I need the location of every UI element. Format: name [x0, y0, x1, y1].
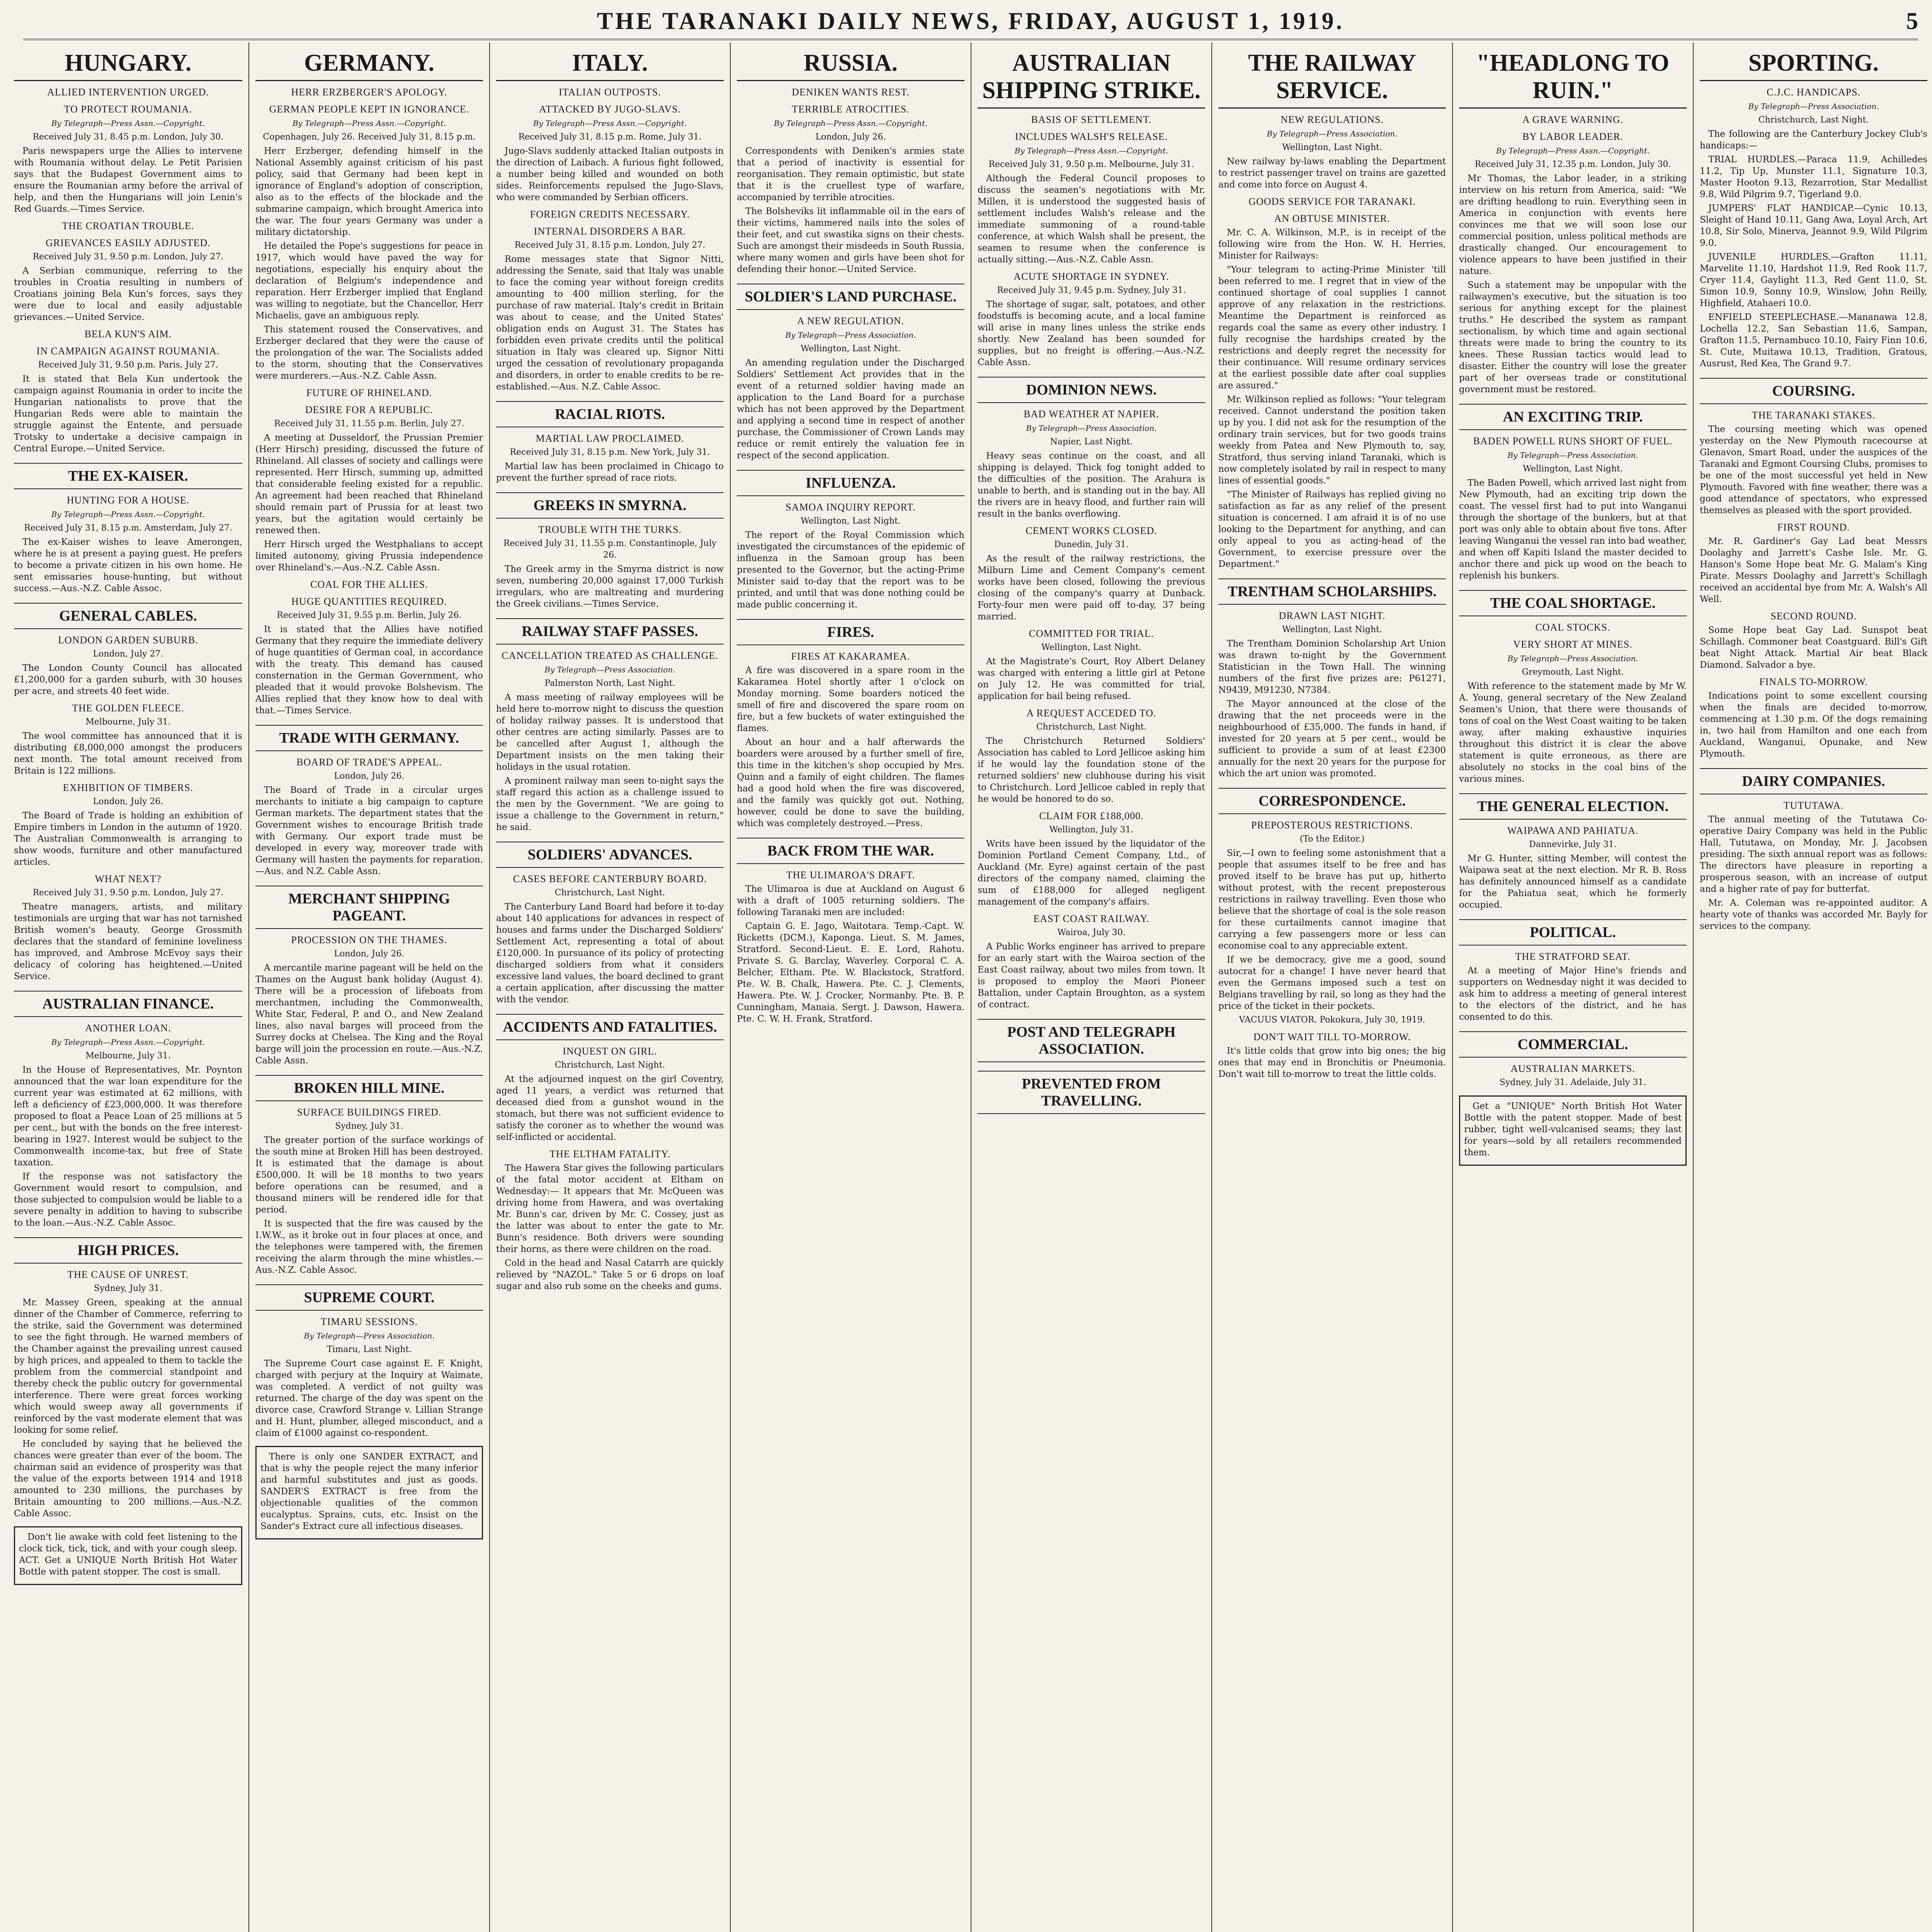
article-paragraph: A mass meeting of railway employees will be held here to-morrow night to discuss the question of holiday railway passes. It is understood that other centres are acting similarly. Passes are to be cancelled after August 1, although the Department insists on the men taking their holidays in the usual rotation. [496, 692, 724, 772]
sub-headline: IN CAMPAIGN AGAINST ROUMANIA. [36, 345, 220, 357]
article-paragraph: He concluded by saying that he believed the chances were greater than ever of the boom. The chairman said an evidence of prosperity was that the value of the exports between 1914 and 1918 amounted to 230 millions, the purchases by Britain amounting to 200 millions.—Aus.-N.Z. Cable Assoc. [14, 1439, 242, 1519]
dateline: Sydney, July 31. Adelaide, July 31. [1499, 1078, 1646, 1087]
dateline: Wellington, Last Night. [801, 344, 901, 354]
sub-headline: BOARD OF TRADE'S APPEAL. [296, 757, 442, 768]
sub-headline: WHAT NEXT? [95, 873, 162, 884]
article-paragraph: With reference to the statement made by Mr W. A. Young, general secretary of the New Zealand Seamen's Union, that there were thousands of tons of coal on the West Coast waiting to be taken away, after making exhaustive inquiries throughout this district it is clear the above statement is quite erroneous, as there are absolutely no stocks in the coal bins of the various mines. [1459, 681, 1687, 784]
dateline: Christchurch, Last Night. [554, 1060, 665, 1070]
article-paragraph: JUMPERS' FLAT HANDICAP.—Cynic 10.13, Sleight of Hand 10.11, Gang Awa, Loyal Arch, Art 10.8, Sir Solo, Minerva, Jeannot 9.9, Wild Pilgrim 9.0. [1700, 203, 1927, 248]
article-paragraph: Herr Hirsch urged the Westphalians to accept limited autonomy, giving Prussia independence over Rhineland's.—Aus.-N.Z. Cable Assn. [255, 539, 483, 573]
sub-headline: DESIRE FOR A REPUBLIC. [305, 404, 434, 415]
article-paragraph: The London County Council has allocated £1,200,000 for a garden suburb, with 30 houses per acre, and streets 40 feet wide. [14, 663, 242, 696]
article-paragraph: Paris newspapers urge the Allies to intervene with Roumania without delay. Le Petit Parisien says that the Budapest Government aims to ensure the Roumanian army before the arrival of help, and then the Hungarians will join Lenin's Red Guards.—Times Service. [14, 146, 242, 214]
article-paragraph: At the adjourned inquest on the girl Coventry, aged 11 years, a verdict was returned that deceased died from a gunshot wound in the stomach, but there was not sufficient evidence to satisfy the coroner as to whether the wound was self-inflicted or accidental. [496, 1074, 724, 1142]
article-paragraph: Mr Thomas, the Labor leader, in a striking interview on his return from America, said: "We are drifting headlong to ruin. Everything seen in America in conjunction with events here convinces me that we will soon lose our commercial position, unless political methods are drastically changed. Our encouragement to violence appears to have been justified in their nature. [1459, 173, 1687, 276]
article-paragraph: He detailed the Pope's suggestions for peace in 1917, which would have paved the way for negotiations, especially his enquiry about the declaration of Belgium's independence and reparation. Herr Erzberger implied that England was willing to negotiate, but the Chancellor, Herr Michaelis, gave an ambiguous reply. [255, 241, 483, 321]
article-paragraph: Indications point to some excellent coursing when the finals are decided to-morrow, commencing at 1.30 p.m. Of the dogs remaining in, two hail from Hamilton and one each from Auckland, Wanganui, Opunake, and New Plymouth. [1700, 691, 1927, 759]
dateline: London, July 27. [93, 649, 163, 659]
sub-headline: INQUEST ON GIRL. [563, 1046, 657, 1057]
article-paragraph: The Board of Trade in a circular urges merchants to initiate a big campaign to capture German markets. The department states that the Government wishes to encourage British trade with Germany. Our export trade must be developed in every way, moreover trade with Germany will hasten the payments for reparation.—Aus. and N.Z. Cable Assn. [255, 785, 483, 876]
article-paragraph: The following are the Canterbury Jockey Club's handicaps:— [1700, 129, 1927, 151]
section-headline: BROKEN HILL MINE. [255, 1075, 483, 1101]
section-headline: AN EXCITING TRIP. [1459, 404, 1687, 430]
dateline: Received July 31, 8.15 p.m. Amsterdam, July 27. [24, 523, 232, 533]
sub-headline: TO PROTECT ROUMANIA. [64, 104, 192, 115]
dateline: London, July 26. [93, 797, 163, 806]
sub-headline: THE ELTHAM FATALITY. [549, 1148, 670, 1160]
advertisement-text: There is only one SANDER EXTRACT, and that is why the people reject the many inferior and harmful substitutes and just as goods. SANDER'S EXTRACT is free from the objectionable qualities of the common eucalyptus. Sprains, cuts, etc. Insist on the Sander's Extract cure all infectious diseases. [260, 1452, 478, 1531]
sub-headline: VERY SHORT AT MINES. [1513, 639, 1633, 650]
article-paragraph: As the result of the railway restrictions, the Milburn Lime and Cement Company's cement works have been closed, following the previous closing of the company's quarry at Dunback. Forty-four men were paid off to-day, 37 being married. [978, 554, 1205, 622]
sub-headline: FIRST ROUND. [1777, 522, 1850, 533]
column-headline: AUSTRALIAN SHIPPING STRIKE. [978, 49, 1205, 109]
dateline: Received July 31, 8.15 p.m. Rome, July 31. [518, 132, 702, 142]
column-headline: SPORTING. [1700, 49, 1927, 81]
sub-headline: HERR ERZBERGER'S APOLOGY. [291, 87, 447, 98]
article-paragraph: The Mayor announced at the close of the drawing that the net proceeds were in the neighbourhood of £35,000. The funds in hand, if invested for 20 years at 5 per cent., would be sufficient to provide a sum of at least £2300 annually for the next 20 years for the purpose for which the art union was promoted. [1218, 699, 1446, 779]
dateline: Received July 31, 9.55 p.m. Berlin, July 26. [277, 611, 462, 620]
dateline: Dunedin, July 31. [1054, 540, 1129, 549]
page-number: 5 [1906, 8, 1918, 34]
dateline: (To the Editor.) [1299, 834, 1365, 844]
sub-headline: TIMARU SESSIONS. [320, 1316, 418, 1327]
article-paragraph: About an hour and a half afterwards the boarders were aroused by a further smell of fire, this time in the kitchen's shop occupied by Mrs. Quinn and a family of eight children. The flames had a good hold when the fire was discovered, and the family was quickly got out. Nothing, however, could be done to save the building, which was completely destroyed.—Press. [737, 737, 964, 828]
dateline: Greymouth, Last Night. [1522, 667, 1624, 677]
section-headline: POLITICAL. [1459, 919, 1687, 946]
article-paragraph: Rome messages state that Signor Nitti, addressing the Senate, said that Italy was unable to face the coming year without foreign credits amounting to 400 million sterling, for the purchase of raw material. Italy's credit in Britain was about to cease, and the United States' obligation ends on August 31. The States has forbidden even private credits until the political situation in Italy was cleared up. Signor Nitti urged the cessation of revolutionary propaganda and disorders, in order to enable credits to be re-established.—Aus. N.Z. Cable Assoc. [496, 254, 724, 392]
sub-headline: C.J.C. HANDICAPS. [1766, 87, 1861, 98]
column-headline: RUSSIA. [737, 49, 964, 81]
sub-headline: CLAIM FOR £188,000. [1039, 810, 1144, 821]
article-paragraph: This statement roused the Conservatives, and Erzberger declared that they were the cause of the prolongation of the war. The Socialists added to the storm, shouting that the Conservatives were murderers.—Aus.-N.Z. Cable Assn. [255, 325, 483, 381]
section-headline: DOMINION NEWS. [978, 377, 1205, 403]
dateline: Received July 31, 9.50 p.m. Paris, July 27. [38, 360, 218, 370]
advertisement [1459, 1095, 1687, 1166]
section-headline: THE COAL SHORTAGE. [1459, 590, 1687, 616]
section-headline: AUSTRALIAN FINANCE. [14, 991, 242, 1017]
article-paragraph: Correspondents with Deniken's armies state that a period of inactivity is essential for reorganisation. They remain optimistic, but state that it is the cruellest type of warfare, accompanied by terrible atrocities. [737, 146, 964, 202]
article-paragraph: A mercantile marine pageant will be held on the Thames on the August bank holiday (August 4). There will be a procession of lifeboats from merchantmen, including the Commonwealth, White Star, Federal, P. and O., and New Zealand lines, also naval barges will proceed from the Surrey docks at Chelsea. The King and the Royal barge will join the procession en route.—Aus.-N.Z. Cable Assn. [255, 963, 483, 1066]
sub-headline: FIRES AT KAKARAMEA. [791, 651, 910, 662]
sub-headline: PREPOSTEROUS RESTRICTIONS. [1251, 820, 1413, 831]
dateline: London, July 26. [815, 132, 886, 142]
newspaper-columns [8, 43, 1932, 1932]
sub-headline: EAST COAST RAILWAY. [1033, 913, 1150, 924]
dateline: Copenhagen, July 26. Received July 31, 8.15 p.m. [263, 132, 476, 142]
column-3 [489, 43, 730, 1932]
sub-headline: FOREIGN CREDITS NECESSARY. [530, 209, 690, 220]
section-headline: RACIAL RIOTS. [496, 401, 724, 427]
section-headline: BACK FROM THE WAR. [737, 838, 964, 864]
advertisement-text: Get a "UNIQUE" North British Hot Water Bottle with the patent stopper. Made of best rubber, tight well-vulcanised seams; they last for years—sold by all retailers recommended them. [1464, 1101, 1682, 1158]
sub-headline: BELA KUN'S AIM. [84, 328, 172, 340]
sub-headline: ALLIED INTERVENTION URGED. [47, 87, 209, 98]
dateline: VACUUS VIATOR. Pokokura, July 30, 1919. [1239, 1015, 1425, 1025]
column-4 [730, 43, 971, 1932]
article-paragraph: A Serbian communique, referring to the troubles in Croatia resulting in numbers of Croatians joining Bela Kun's forces, says they were due to local and easily adjustable grievances.—United Service. [14, 266, 242, 322]
article-paragraph: Captain G. E. Jago, Waitotara. Temp.-Capt. W. Ricketts (DCM.), Kaponga. Lieut. S. M. James, Stratford. Second-Lieut. E. E. Lord, Rahotu. Private S. G. Barclay, Waverley. Corporal C. A. Belcher, Eltham. Pte. W. Blackstock, Stratford. Pte. W. B. Chalk, Hawera. Pte. C. J. Clements, Hawera. Pte. W. J. Crocker, Normanby. Pte. B. P. Cunningham, Manaia. Sergt. J. Dawson, Hawera. Pte. C. W. H. Frank, Stratford. [737, 921, 964, 1024]
sub-headline: AUSTRALIAN MARKETS. [1510, 1063, 1635, 1074]
section-headline: DAIRY COMPANIES. [1700, 768, 1927, 794]
sub-headline: SECOND ROUND. [1770, 611, 1857, 622]
article-paragraph: A Public Works engineer has arrived to prepare for an early start with the Wairoa section of the East Coast railway, about two miles from town. It is proposed to employ the Maori Pioneer Battalion, under Captain Broughton, as a system of contract. [978, 942, 1205, 1010]
section-headline: GREEKS IN SMYRNA. [496, 492, 724, 519]
wire-credit: By Telegraph—Press Assn.—Copyright. [292, 119, 446, 128]
sub-headline: BASIS OF SETTLEMENT. [1031, 114, 1152, 125]
article-paragraph: The wool committee has announced that it is distributing £8,000,000 amongst the producers next month. The total amount received from Britain is 122 millions. [14, 731, 242, 776]
article-paragraph: Cold in the head and Nasal Catarrh are quickly relieved by "NAZOL." Take 5 or 6 drops on loaf sugar and also rub some on the cheeks and gums. [496, 1258, 724, 1291]
article-paragraph: Such a statement may be unpopular with the railwaymen's executive, but the situation is too serious for anything except for the plainest truths." He described the system as rampant sectionalism, by which time and again sectional threats were made to bring the country to its knees. These Russian tactics would lead to disaster. Either the country will lose the greater part of her overseas trade or constitutional government must be restored. [1459, 280, 1687, 395]
article-paragraph: Although the Federal Council proposes to discuss the seamen's negotiations with Mr. Millen, it is understood the suggested basis of settlement includes Walsh's release and the immediate summoning of a round-table conference, at which Walsh shall be present, the seamen to resume when the conference is actually sitting.—Aus.-N.Z. Cable Assn. [978, 173, 1205, 265]
wire-credit: By Telegraph—Press Association. [1026, 423, 1157, 433]
wire-credit: By Telegraph—Press Assn.—Copyright. [51, 1037, 205, 1047]
dateline: Wellington, Last Night. [1041, 643, 1141, 652]
sub-headline: FUTURE OF RHINELAND. [306, 387, 432, 398]
section-headline: TRADE WITH GERMANY. [255, 725, 483, 751]
sub-headline: COMMITTED FOR TRIAL. [1029, 628, 1154, 639]
sub-headline: A GRAVE WARNING. [1522, 114, 1624, 125]
article-paragraph: Martial law has been proclaimed in Chicago to prevent the further spread of race riots. [496, 461, 724, 483]
sub-headline: ITALIAN OUTPOSTS. [559, 87, 661, 98]
sub-headline: HUGE QUANTITIES REQUIRED. [291, 596, 447, 607]
section-headline: THE EX-KAISER. [14, 463, 242, 489]
sub-headline: HUNTING FOR A HOUSE. [66, 495, 190, 506]
column-headline: GERMANY. [255, 49, 483, 81]
dateline: Sydney, July 31. [335, 1121, 403, 1131]
article-paragraph: The Supreme Court case against E. F. Knight, charged with perjury at the Inquiry at Waimate, was completed. A verdict of not guilty was returned. The charge of the day was spent on the divorce case, Crawford Strange v. Lillian Strange and H. Hunt, plumber, alleged misconduct, and a claim of £1000 against co-respondent. [255, 1359, 483, 1438]
dateline: Wellington, Last Night. [1282, 143, 1382, 152]
article-paragraph: Mr. A. Coleman was re-appointed auditor. A hearty vote of thanks was accorded Mr. Bayly for services to the company. [1700, 898, 1927, 931]
dateline: Melbourne, July 31. [85, 1051, 171, 1061]
sub-headline: ACUTE SHORTAGE IN SYDNEY. [1014, 271, 1169, 282]
dateline: Received July 31, 11.55 p.m. Constantinople, July 26. [503, 539, 717, 560]
article-paragraph: In the House of Representatives, Mr. Poynton announced that the war loan expenditure for the current year was estimated at 62 millions, with left a deficiency of £23,000,000. It was therefore proposed to float a Peace Loan of 25 millions at 5 per cent., but with the bonds on the free interest-bearing in 1927. Interest would be subject to the Commonwealth income-tax, but free of State taxation. [14, 1065, 242, 1168]
sub-headline: THE TARANAKI STAKES. [1752, 410, 1876, 421]
section-headline: SOLDIERS' ADVANCES. [496, 842, 724, 868]
column-6 [1211, 43, 1452, 1932]
article-paragraph: A fire was discovered in a spare room in the Kakaramea Hotel shortly after 1 o'clock on Monday morning. Some boarders noticed the smell of fire and discovered the spare room on fire, but a few buckets of water extinguished the flames. [737, 665, 964, 733]
sub-headline: BY LABOR LEADER. [1522, 131, 1624, 142]
article-paragraph: The coursing meeting which was opened yesterday on the New Plymouth racecourse at Glenavon, Smart Road, under the auspices of the Taranaki and Egmont Coursing Clubs, promises to be one of the most successful yet held in New Plymouth. Favored with fine weather, there was a good attendance of spectators, who expressed themselves as pleased with the sport provided. [1700, 424, 1927, 515]
dateline: Christchurch, Last Night. [554, 888, 665, 898]
article-paragraph: A prominent railway man seen to-night says the staff regard this action as a challenge issued to the men by the Government. "We are going to issue a challenge to the Government in return," he said. [496, 776, 724, 832]
article-paragraph: A meeting at Dusseldorf, the Prussian Premier (Herr Hirsch) presiding, discussed the future of Rhineland. All classes of society and callings were represented. Herr Hirsch, summing up, admitted that considerable feeling existed for a republic. An agreement had been reached that Rhineland should remain part of Prussia for at least two years, but the agitation would certainly be renewed then. [255, 433, 483, 536]
dateline: Received July 31, 9.45 p.m. Sydney, July 31. [997, 286, 1186, 295]
article-paragraph: If the response was not satisfactory the Government would resort to compulsion, and those subjected to compulsion would be liable to a severe penalty in addition to having to subscribe to the loan.—Aus.-N.Z. Cable Assoc. [14, 1172, 242, 1228]
article-paragraph: The shortage of sugar, salt, potatoes, and other foodstuffs is becoming acute, and a local famine will arise in many lines unless the strike ends shortly. New Zealand has been sounded for supplies, but no freight is offering.—Aus.-N.Z. Cable Assn. [978, 299, 1205, 367]
sub-headline: MARTIAL LAW PROCLAIMED. [536, 433, 684, 444]
dateline: Sydney, July 31. [94, 1284, 162, 1293]
sub-headline: EXHIBITION OF TIMBERS. [63, 782, 194, 793]
column-7 [1452, 43, 1693, 1932]
wire-credit: By Telegraph—Press Association. [785, 330, 916, 340]
section-headline: POST AND TELEGRAPH ASSOCIATION. [978, 1019, 1205, 1062]
dateline: Christchurch, Last Night. [1036, 722, 1147, 732]
sub-headline: GOODS SERVICE FOR TARANAKI. [1248, 196, 1416, 207]
article-paragraph: The report of the Royal Commission which investigated the circumstances of the epidemic of influenza in the Samoan group has been presented to the Governor, but the acting-Prime Minister said to-day that the report was to be printed, and until that was done nothing could be made public concerning it. [737, 530, 964, 610]
article-paragraph: Jugo-Slavs suddenly attacked Italian outposts in the direction of Laibach. A furious fight followed, a number being killed and wounded on both sides. Reinforcements repulsed the Jugo-Slavs, who were commanded by Serbian officers. [496, 146, 724, 202]
wire-credit: By Telegraph—Press Association. [544, 665, 675, 674]
column-8 [1693, 43, 1932, 1932]
column-headline: ITALY. [496, 49, 724, 81]
sub-headline: ATTACKED BY JUGO-SLAVS. [539, 104, 681, 115]
dateline: Christchurch, Last Night. [1758, 115, 1869, 125]
article-paragraph: The Christchurch Returned Soldiers' Association has cabled to Lord Jellicoe asking him if he would lay the foundation stone of the returned soldiers' new clubhouse during his visit to Christchurch. Lord Jellicoe cabled in reply that he would be honored to do so. [978, 736, 1205, 804]
wire-credit: By Telegraph—Press Association. [1507, 654, 1638, 663]
section-headline: FIRES. [737, 619, 964, 645]
dateline: Dannevirke, July 31. [1529, 840, 1617, 849]
column-headline: THE RAILWAY SERVICE. [1218, 49, 1446, 109]
sub-headline: FINALS TO-MORROW. [1759, 676, 1868, 687]
sub-headline: GRIEVANCES EASILY ADJUSTED. [46, 237, 211, 248]
sub-headline: A REQUEST ACCEDED TO. [1026, 707, 1156, 719]
section-headline: CORRESPONDENCE. [1218, 788, 1446, 814]
newspaper-title: THE TARANAKI DAILY NEWS, FRIDAY, AUGUST 1, 1919. [597, 8, 1345, 34]
dateline: Received July 31, 9.50 p.m. London, July 27. [32, 888, 224, 898]
article-paragraph: "The Minister of Railways has replied giving no satisfaction as far as any relief of the present situation is concerned. I am afraid it is of no use looking to the Department for anything, and can only appeal to you as acting-head of the Government, to exercise pressure over the Department." [1218, 490, 1446, 569]
article-paragraph: It's little colds that grow into big ones; the big ones that may end in Bronchitis or Pneumonia. Don't wait till to-morrow to treat the little colds. [1218, 1046, 1446, 1079]
masthead [23, 4, 1918, 40]
section-headline: HIGH PRICES. [14, 1237, 242, 1264]
sub-headline: NEW REGULATIONS. [1281, 114, 1384, 125]
section-headline: INFLUENZA. [737, 470, 964, 496]
dateline: Palmerston North, Last Night. [544, 679, 675, 688]
article-paragraph: Mr G. Hunter, sitting Member, will contest the Waipawa seat at the next election. Mr R. B. Ross has definitely announced himself as a candidate for the Pahiatua seat, which he formerly occupied. [1459, 854, 1687, 910]
section-headline: ACCIDENTS AND FATALITIES. [496, 1014, 724, 1040]
dateline: Melbourne, July 31. [85, 717, 171, 727]
dateline: London, July 26. [334, 949, 405, 959]
sub-headline: BAD WEATHER AT NAPIER. [1024, 408, 1159, 420]
sub-headline: CANCELLATION TREATED AS CHALLENGE. [502, 650, 718, 661]
sub-headline: TERRIBLE ATROCITIES. [792, 104, 910, 115]
article-paragraph: It is stated that the Allies have notified Germany that they require the immediate delivery of huge quantities of German coal, in accordance with the treaty. This demand has caused consternation in the German Government, who pleaded that it would provoke Bolshevism. The Allies replied that they know how to deal with that.—Times Service. [255, 624, 483, 716]
article-paragraph: The Greek army in the Smyrna district is now seven, numbering 20,000 against 17,000 Turkish irregulars, who are maltreating and murdering the Greek civilians.—Times Service. [496, 564, 724, 609]
article-paragraph: It is suspected that the fire was caused by the I.W.W., as it broke out in four places at once, and the telephones were tampered with, the firemen receiving the alarm through the mine whistles.—Aus.-N.Z. Cable Assoc. [255, 1219, 483, 1275]
article-paragraph: Some Hope beat Gay Lad. Sunspot beat Schillagh. Commoner beat Coastguard. Bill's Gift beat Night Attack. Martial Air beat Black Diamond. Salvador a bye. [1700, 625, 1927, 670]
advertisement [255, 1446, 483, 1539]
column-1 [8, 43, 248, 1932]
wire-credit: By Telegraph—Press Assn.—Copyright. [533, 119, 687, 128]
article-paragraph: If we be democracy, give me a good, sound autocrat for a change! I have never heard that even the Germans imposed such a test on Belgians travelling by rail, so long as they had the price of the ticket in their pockets. [1218, 955, 1446, 1011]
article-paragraph: The Ulimaroa is due at Auckland on August 6 with a draft of 1005 returning soldiers. The following Taranaki men are included: [737, 884, 964, 917]
section-headline: PREVENTED FROM TRAVELLING. [978, 1071, 1205, 1114]
section-headline: MERCHANT SHIPPING PAGEANT. [255, 886, 483, 929]
sub-headline: COAL STOCKS. [1535, 622, 1611, 633]
sub-headline: LONDON GARDEN SUBURB. [58, 634, 198, 646]
sub-headline: SAMOA INQUIRY REPORT. [786, 502, 916, 513]
sub-headline: THE CAUSE OF UNREST. [67, 1269, 189, 1280]
dateline: Received July 31, 9.50 p.m. London, July 27. [32, 252, 224, 262]
dateline: Wairoa, July 30. [1057, 928, 1126, 937]
wire-credit: By Telegraph—Press Association. [1507, 451, 1638, 460]
column-headline: "HEADLONG TO RUIN." [1459, 49, 1687, 109]
sub-headline: CASES BEFORE CANTERBURY BOARD. [513, 873, 707, 884]
section-headline: COMMERCIAL. [1459, 1031, 1687, 1058]
article-paragraph: An amending regulation under the Discharged Soldiers' Settlement Act provides that in the event of a returned soldier having made an application to the Land Board for a purchase which has not been approved by the Department and applying a second time in respect of another purchase, the Commissioner of Crown Lands may reduce or remit entirely the valuation fee in respect of the second application. [737, 358, 964, 461]
dateline: Wellington, Last Night. [1282, 625, 1382, 634]
article-paragraph: The Baden Powell, which arrived last night from New Plymouth, had an exciting trip down the coast. The vessel first had to put into Wanganui through the shortage of the bunkers, but at that port was only able to obtain about five tons. After leaving Wanganui the vessel ran into bad weather, and when off Kapiti Island the master decided to anchor there and pick up wood on the beach to replenish his bunkers. [1459, 478, 1687, 581]
article-paragraph: At the Magistrate's Court, Roy Albert Delaney was charged with entering a little girl at Petone on July 12. He was committed for trial, application for bail being refused. [978, 656, 1205, 701]
section-headline: COURSING. [1700, 378, 1927, 404]
article-paragraph: The ex-Kaiser wishes to leave Amerongen, where he is at present a paying guest. He prefers to become a private citizen in his own home. He sent emissaries house-hunting, but without success.—Aus.-N.Z. Cable Assoc. [14, 537, 242, 594]
article-paragraph: The Canterbury Land Board had before it to-day about 140 applications for advances in respect of houses and farms under the Discharged Soldiers' Settlement Act, representing a total of about £120,000. In pursuance of its policy of protecting discharged soldiers from what it considers excessive land values, the board declined to grant a certain application, after discussing the matter with the vendor. [496, 902, 724, 1005]
article-paragraph: Mr. Massey Green, speaking at the annual dinner of the Chamber of Commerce, referring to the strike, said the Government was determined to see the fight through. He warned members of the Chamber against the prevailing unrest caused by high prices, and appealed to them to tackle the problem from the commercial standpoint and thereby check the public outcry for governmental interference. There were great forces working which would sweep away all governments if reinforced by the vast moderate element that was looking for some relief. [14, 1298, 242, 1435]
article-paragraph: The Hawera Star gives the following particulars of the fatal motor accident at Eltham on Wednesday:— It appears that Mr. McQueen was driving home from Hawera, and was overtaking Mr. Bunn's car, driven by Mr. C. Cossey, just as the latter was about to enter the gate to Mr. Bunn's residence. Both drivers were sounding their horns, as there were children on the road. [496, 1163, 724, 1254]
article-paragraph: At a meeting of Major Hine's friends and supporters on Wednesday night it was decided to ask him to address a meeting of general interest to the electors of the district, and he has consented to do this. [1459, 966, 1687, 1022]
sub-headline: CEMENT WORKS CLOSED. [1026, 525, 1157, 536]
article-paragraph: Mr. R. Gardiner's Gay Lad beat Messrs Doolaghy and Jarrett's Cashe Isle. Mr. G. Hanson's Some Hope beat Mr. G. Malam's King Pirate. Messrs Doolaghy and Jarrett's Schillagh received an accidental bye from Mr. A. Walsh's All Well. [1700, 536, 1927, 604]
dateline: Wellington, Last Night. [1523, 464, 1623, 474]
article-paragraph: Mr. Wilkinson replied as follows: "Your telegram received. Cannot understand the position taken up by you. I did not ask for the resumption of the ordinary train services, but for two goods trains weekly from Patea and New Plymouth to, say, Stratford, thus serving inland Taranaki, which is now completely isolated by rail in respect to many lines of essential goods." [1218, 395, 1446, 486]
sub-headline: THE CROATIAN TROUBLE. [62, 220, 194, 231]
sub-headline: THE ULIMAROA'S DRAFT. [786, 869, 915, 881]
sub-headline: ANOTHER LOAN. [85, 1022, 171, 1034]
sub-headline: TUTUTAWA. [1783, 800, 1844, 811]
article-paragraph: Herr Erzberger, defending himself in the National Assembly against criticism of his past policy, said that Germany had been kept in ignorance of England's adoption of conscription, also as to the effects of the blockade and the submarine campaign, which brought America into the war. The four years Germany was under a military dictatorship. [255, 146, 483, 237]
article-paragraph: "Your telegram to acting-Prime Minister 'till been referred to me. I regret that in view of the continued shortage of coal supplies I cannot approve of any relaxation in the restrictions. Meantime the Department is reinforced as regards coal the same as every other industry. I fully recognise the hardships created by the restrictions and deeply regret the necessity for their continuance. Will resume ordinary services at the earliest possible date after coal supplies are assured." [1218, 265, 1446, 391]
section-headline: RAILWAY STAFF PASSES. [496, 618, 724, 645]
sub-headline: INTERNAL DISORDERS A BAR. [534, 226, 686, 237]
sub-headline: THE GOLDEN FLEECE. [72, 702, 184, 714]
dateline: Received July 31, 8.15 p.m. New York, July 31. [510, 447, 710, 457]
dateline: Received July 31, 8.45 p.m. London, July 30. [32, 132, 224, 142]
wire-credit: By Telegraph—Press Association. [304, 1331, 435, 1340]
wire-credit: By Telegraph—Press Assn.—Copyright. [1496, 146, 1650, 155]
article-paragraph: TRIAL HURDLES.—Paraca 11.9, Achilledes 11.2, Tip Up, Munster 11.1, Signature 10.3, Master Hooton 9.13, Rezarrotion, Star Medallist 9.8, Wild Pilgrim 9.7, Tigerland 9.0. [1700, 155, 1927, 199]
section-headline: SOLDIER'S LAND PURCHASE. [737, 284, 964, 310]
article-paragraph: The Board of Trade is holding an exhibition of Empire timbers in London in the autumn of 1920. The Australian Commonwealth is arranging to show woods, furniture and other manufactured articles. [14, 811, 242, 867]
column-5 [971, 43, 1211, 1932]
article-paragraph: Sir,—I own to feeling some astonishment that a people that assumes itself to be free and has proved itself to be brave has put up, hitherto without protest, with the recent preposterous restrictions in railway travelling. Even those who believe that the shortage of coal is the sole reason for these curtailments cannot imagine that carrying a few passengers more or less can economise coal to any appreciable extent. [1218, 848, 1446, 951]
article-paragraph: Mr. C. A. Wilkinson, M.P., is in receipt of the following wire from the Hon. W. H. Herries, Minister for Railways: [1218, 228, 1446, 261]
sub-headline: BADEN POWELL RUNS SHORT OF FUEL. [1473, 435, 1673, 447]
sub-headline: DRAWN LAST NIGHT. [1279, 610, 1386, 621]
sub-headline: AN OBTUSE MINISTER. [1274, 213, 1390, 224]
sub-headline: COAL FOR THE ALLIES. [310, 579, 428, 590]
article-paragraph: New railway by-laws enabling the Department to restrict passenger travel on trains are gazetted and come into force on August 4. [1218, 156, 1446, 190]
advertisement-text: Don't lie awake with cold feet listening to the clock tick, tick, tick, and with your cough sleep. ACT. Get a UNIQUE North British Hot Water Bottle with patent stopper. The cost is small. [19, 1532, 237, 1577]
sub-headline: WAIPAWA AND PAHIATUA. [1507, 825, 1639, 836]
article-paragraph: JUVENILE HURDLES.—Grafton 11.11, Marvelite 11.10, Hardshot 11.9, Red Rook 11.7, Cryer 11.4, Gaylight 11.3, Red Gent 11.0, St. Simon 10.9, Sonny 10.9, Winslow, John Reilly, Highfield, Atahaeri 10.0. [1700, 252, 1927, 308]
sub-headline: GERMAN PEOPLE KEPT IN IGNORANCE. [269, 104, 469, 115]
wire-credit: By Telegraph—Press Assn.—Copyright. [1014, 146, 1168, 155]
advertisement [14, 1526, 242, 1585]
dateline: Napier, Last Night. [1050, 437, 1133, 447]
article-paragraph: The annual meeting of the Tututawa Co-operative Dairy Company was held in the Public Hall, Tututawa, on Monday, Mr. J. Jacobsen presiding. The sixth annual report was as follows: The directors have pleasure in reporting a prosperous season, with an increase of output and a higher rate of pay for butterfat. [1700, 815, 1927, 894]
section-headline: SUPREME COURT. [255, 1284, 483, 1311]
article-paragraph: The Bolsheviks lit inflammable oil in the ears of their victims, hammered nails into the soles of their feet, and cut swastika signs on their chests. Such are amongst their misdeeds in South Russia, where many women and girls have been shot for defending their honor.—United Service. [737, 206, 964, 274]
sub-headline: DON'T WAIT TILL TO-MORROW. [1253, 1031, 1411, 1043]
wire-credit: By Telegraph—Press Association. [1748, 102, 1879, 111]
dateline: Wellington, July 31. [1049, 825, 1134, 835]
sub-headline: SURFACE BUILDINGS FIRED. [297, 1107, 442, 1118]
dateline: Received July 31, 11.55 p.m. Berlin, July 27. [274, 419, 464, 429]
dateline: Received July 31, 12.35 p.m. London, July 30. [1475, 160, 1671, 169]
sub-headline: TROUBLE WITH THE TURKS. [538, 524, 682, 535]
dateline: Wellington, Last Night. [801, 516, 901, 526]
section-headline: GENERAL CABLES. [14, 603, 242, 629]
column-2 [248, 43, 489, 1932]
dateline: London, July 26. [334, 771, 405, 781]
article-paragraph: ENFIELD STEEPLECHASE.—Mananawa 12.8, Lochella 12.2, San Sebastian 11.6, Sampan, Grafton 11.5, Pernambuco 10.10, Fairy Finn 10.6, St. Cute, Muitawa 10.13, Tradition, Gratous, Ausrust, Red Kea, The Grand 9.7. [1700, 312, 1927, 369]
article-paragraph: Writs have been issued by the liquidator of the Dominion Portland Cement Company, Ltd., of Auckland (Mr. Eyre) against certain of the past directors of the company named, claiming the sum of £188,000 for alleged negligent management of the company's affairs. [978, 839, 1205, 907]
sub-headline: A NEW REGULATION. [797, 315, 905, 327]
article-paragraph: Theatre managers, artists, and military testimonials are urging that war has not tarnished British women's beauty. George Grossmith declares that the standard of feminine loveliness has improved, and Ambrose McEvoy says their delicacy of coloring has heightened.—United Service. [14, 902, 242, 981]
section-headline: THE GENERAL ELECTION. [1459, 793, 1687, 820]
column-headline: HUNGARY. [14, 49, 242, 81]
wire-credit: By Telegraph—Press Assn.—Copyright. [774, 119, 928, 128]
dateline: Received July 31, 9.50 p.m. Melbourne, July 31. [988, 160, 1194, 169]
wire-credit: By Telegraph—Press Association. [1267, 129, 1398, 138]
sub-headline: INCLUDES WALSH'S RELEASE. [1015, 131, 1168, 142]
sub-headline: DENIKEN WANTS REST. [792, 87, 910, 98]
wire-credit: By Telegraph—Press Assn.—Copyright. [51, 119, 205, 128]
dateline: Received July 31, 8.15 p.m. London, July 27. [514, 240, 706, 250]
dateline: Timaru, Last Night. [327, 1345, 412, 1354]
article-paragraph: Heavy seas continue on the coast, and all shipping is delayed. Thick fog tonight added to the difficulties of the position. The Arahura is unable to berth, and is standing out in the bay. All the rivers are in heavy flood, and further rain will result in the banks overflowing. [978, 451, 1205, 519]
article-paragraph: It is stated that Bela Kun undertook the campaign against Roumania in order to incite the Hungarian nationalists to prove that the Hungarian Reds were able to maintain the struggle against the Entente, and persuade Trotsky to undertake a decisive campaign in Central Europe.—United Service. [14, 374, 242, 454]
sub-headline: PROCESSION ON THE THAMES. [291, 934, 447, 946]
sub-headline: THE STRATFORD SEAT. [1515, 951, 1631, 962]
article-paragraph: The Trentham Dominion Scholarship Art Union was drawn to-night by the Government Statistician in the Town Hall. The winning numbers of the first five prizes are: P61271, N9439, M91230, N7384. [1218, 639, 1446, 695]
section-headline: TRENTHAM SCHOLARSHIPS. [1218, 578, 1446, 605]
article-paragraph: The greater portion of the surface workings of the south mine at Broken Hill has been destroyed. It is estimated that the damage is about £500,000. It will be 18 months to two years before operations can be resumed, and a thousand miners will be rendered idle for that period. [255, 1135, 483, 1215]
wire-credit: By Telegraph—Press Assn.—Copyright. [51, 510, 205, 519]
